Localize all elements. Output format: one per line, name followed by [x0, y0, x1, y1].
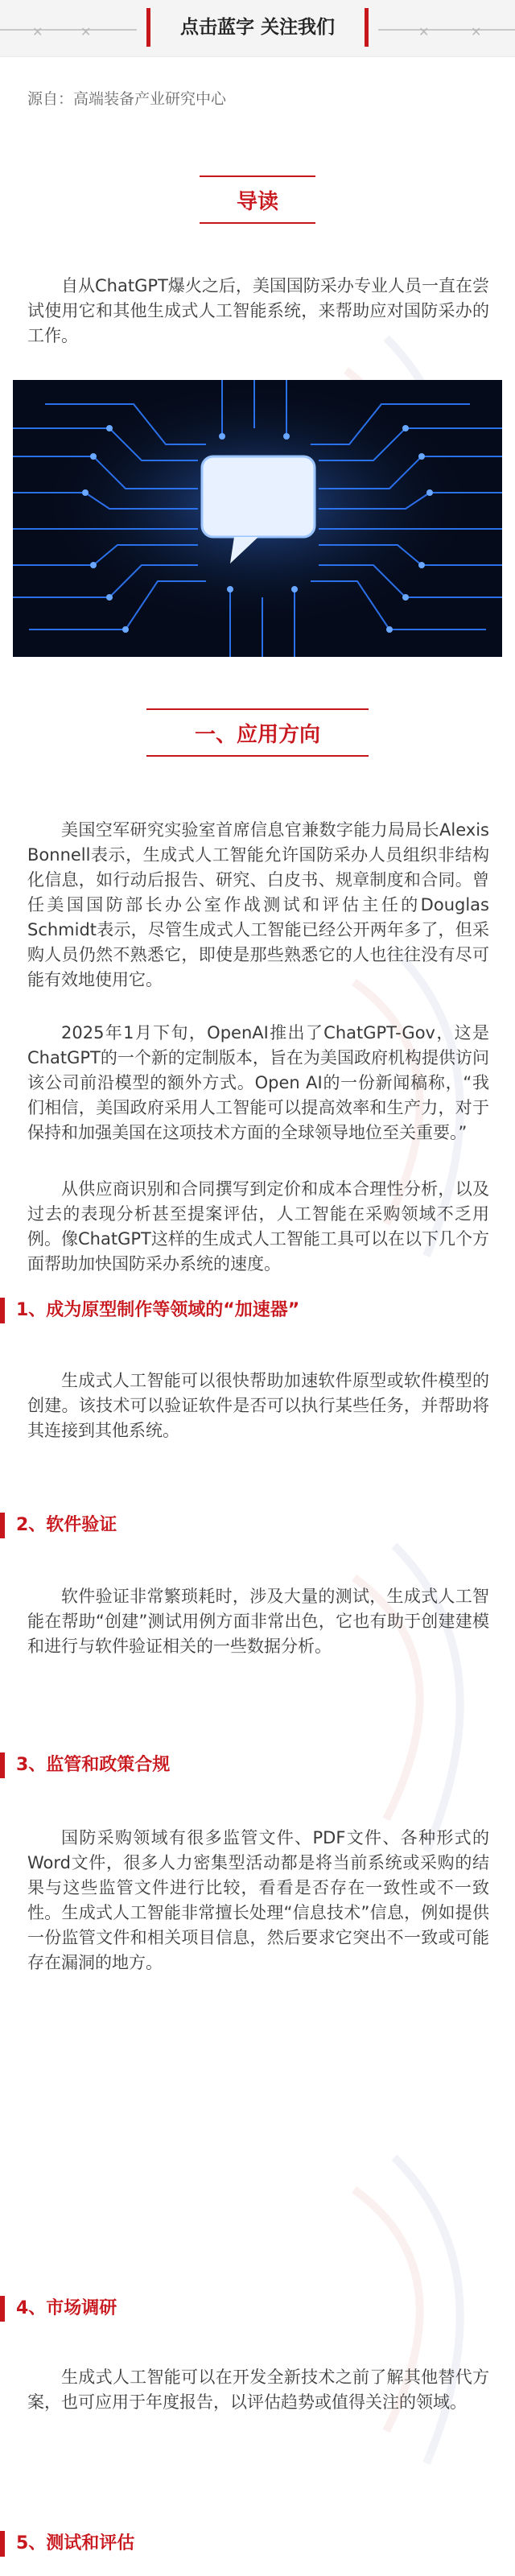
barb-icon: ✕ [80, 24, 92, 39]
subsection-heading [0, 1294, 515, 1327]
subsection-text: 生成式人工智能可以在开发全新技术之前了解其他替代方案，也可应用于年度报告，以评估趋势或值得关注的领域。 [27, 2368, 489, 2412]
subsection-title: 1、成为原型制作等领域的“加速器” [16, 1300, 300, 1320]
heading-rule-top [200, 175, 315, 177]
subsection-heading [0, 2528, 515, 2560]
subsection-marker [0, 1752, 5, 1778]
chat-bubble-circuit-icon [13, 380, 502, 657]
subsection-heading [0, 2293, 515, 2325]
banner-bar-right [365, 8, 369, 47]
section1-heading-text: 一、应用方向 [194, 723, 320, 747]
banner-line-right [378, 29, 515, 31]
subsection-heading [0, 1749, 515, 1781]
heading-rule-bottom [146, 755, 369, 757]
subsection-title: 4、市场调研 [16, 2298, 117, 2318]
source-line: 源自：高端装备产业研究中心 [27, 90, 227, 108]
barb-icon: ✕ [471, 24, 482, 39]
heading-rule-top [146, 708, 369, 710]
heading-rule-bottom [200, 222, 315, 224]
banner-bar-left [146, 8, 150, 47]
section1-heading [146, 708, 369, 757]
subsection-heading [0, 1509, 515, 1542]
subsection-text: 国防采购领域有很多监管文件、PDF文件、各种形式的Word文件，很多人力密集型活动都是将当前系统或采购的结果与这些监管文件进行比较，看看是否存在一致性或不一致性。生成式人工智能非常擅长处理“信息技术”信息，例如提供一份监管文件和相关项目信息，然后要求它突出不一致或可能存在漏洞的地方。 [27, 1828, 489, 1972]
subsection-title: 5、测试和评估 [16, 2533, 135, 2553]
subsection-marker [0, 2296, 5, 2322]
subsection-title: 2、软件验证 [16, 1515, 117, 1535]
subsection-marker [0, 1513, 5, 1538]
intro-heading [200, 175, 315, 224]
section1-paragraph: 2025年1月下旬，OpenAI推出了ChatGPT-Gov，这是ChatGPT的一个新的定制版本，旨在为美国政府机构提供访问该公司前沿模型的额外方式。Open AI的一份新闻稿称，“我们相信，美国政府采用人工智能可以提高效率和生产力，对于保持和加强美国在这项技术方面的全球领导地位至关重要。” [27, 1023, 489, 1142]
section1-paragraph: 美国空军研究实验室首席信息官兼数字能力局局长Alexis Bonnell表示，生成式人工智能允许国防采办人员组织非结构化信息，如行动后报告、研究、白皮书、规章制度和合同。曾任美国国防部长办公室作战测试和评估主任的Douglas Schmidt表示，尽管生成式人工智能已经公开两年多了，但采购人员仍然不熟悉它，即使是那些熟悉它的人也往往没有尽可能有效地使用它。 [27, 820, 489, 989]
barb-icon: ✕ [32, 24, 43, 39]
follow-banner[interactable] [0, 0, 515, 57]
intro-heading-text: 导读 [236, 190, 278, 214]
subsection-marker [0, 1298, 5, 1323]
subsection-text: 软件验证非常繁琐耗时，涉及大量的测试，生成式人工智能在帮助“创建”测试用例方面非常出色，它也有助于创建建模和进行与软件验证相关的一些数据分析。 [27, 1587, 489, 1656]
follow-text[interactable]: 点击蓝字 关注我们 [179, 17, 335, 38]
hero-image [13, 380, 502, 657]
subsection-text: 生成式人工智能可以很快帮助加速软件原型或软件模型的创建。该技术可以验证软件是否可以执行某些任务，并帮助将其连接到其他系统。 [27, 1371, 489, 1440]
section1-paragraph: 从供应商识别和合同撰写到定价和成本合理性分析，以及过去的表现分析甚至提案评估，人工智能在采购领域不乏用例。像ChatGPT这样的生成式人工智能工具可以在以下几个方面帮助加快国防采办系统的速度。 [27, 1179, 489, 1274]
barb-icon: ✕ [418, 24, 430, 39]
subsection-marker [0, 2531, 5, 2557]
banner-line-left [0, 29, 137, 31]
subsection-title: 3、监管和政策合规 [16, 1755, 171, 1775]
intro-paragraph: 自从ChatGPT爆火之后，美国国防采办专业人员一直在尝试使用它和其他生成式人工智能系统，来帮助应对国防采办的工作。 [27, 276, 489, 345]
